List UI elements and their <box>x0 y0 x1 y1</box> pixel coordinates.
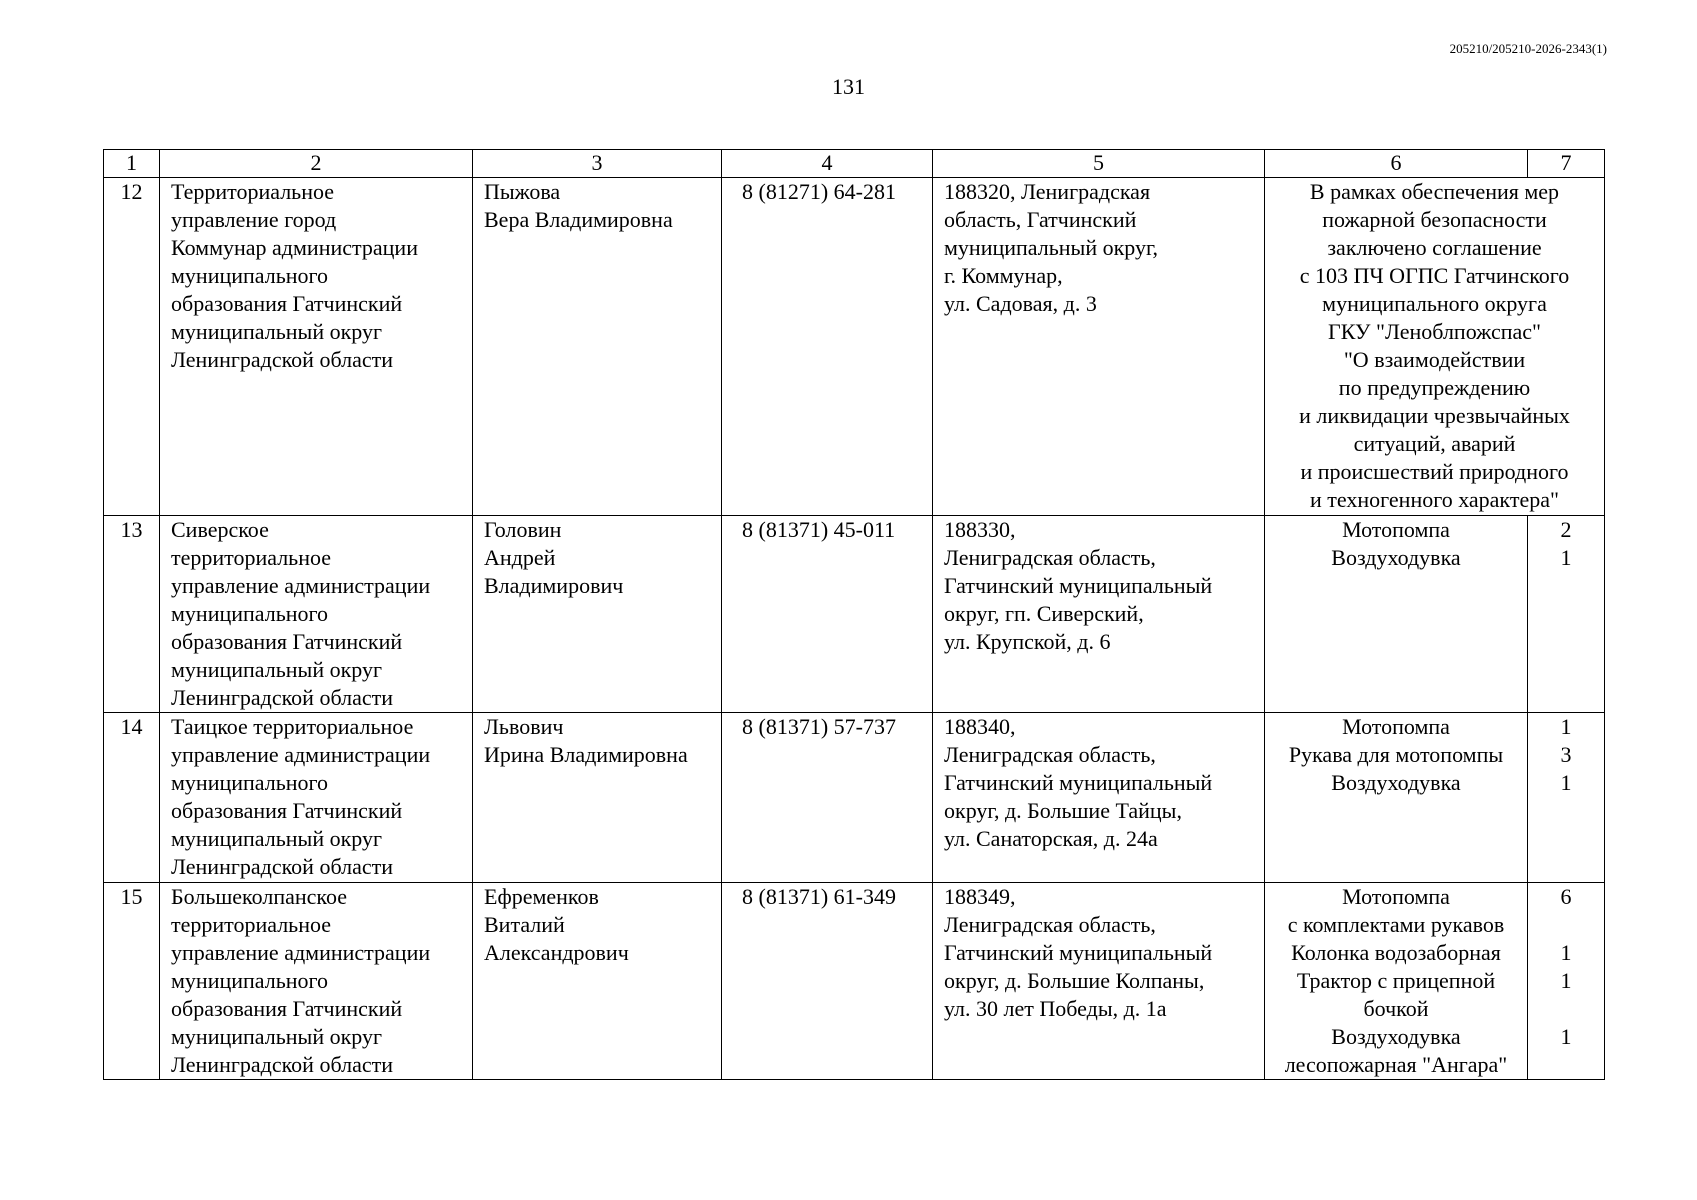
address-cell: 188330, Лениградская область, Гатчинский муниципальный округ, гп. Сиверский, ул. Крупской, д. 6 <box>933 516 1265 713</box>
row-number-cell: 15 <box>104 883 160 1080</box>
header-cell: 1 <box>104 150 160 178</box>
organization-cell: Территориальное управление город Коммунар администрации муниципального образования Гатчинский муниципальный округ Ленинградской области <box>160 178 473 516</box>
person-cell: Пыжова Вера Владимировна <box>473 178 722 516</box>
organization-cell: Таицкое территориальное управление администрации муниципального образования Гатчинский муниципальный округ Ленинградской области <box>160 713 473 883</box>
phone-cell: 8 (81371) 57-737 <box>722 713 933 883</box>
table-header-row <box>104 150 1605 178</box>
phone-cell: 8 (81371) 45-011 <box>722 516 933 713</box>
person-cell: Львович Ирина Владимировна <box>473 713 722 883</box>
organization-cell: Сиверское территориальное управление администрации муниципального образования Гатчинский муниципальный округ Ленинградской области <box>160 516 473 713</box>
table-row <box>104 178 1605 516</box>
quantity-cell: 1 3 1 <box>1528 713 1605 883</box>
header-cell: 5 <box>933 150 1265 178</box>
phone-cell: 8 (81271) 64-281 <box>722 178 933 516</box>
document-id: 205210/205210-2026-2343(1) <box>1449 41 1607 56</box>
quantity-cell: 2 1 <box>1528 516 1605 713</box>
table-row <box>104 713 1605 883</box>
equipment-cell: Мотопомпа Воздуходувка <box>1265 516 1528 713</box>
equipment-cell: В рамках обеспечения мер пожарной безопасности заключено соглашение с 103 ПЧ ОГПС Гатчинского муниципального округа ГКУ "Леноблпожспас" "О взаимодействии по предупреждению и ликвидации чрезвычайных ситуаций, аварий и происшествий природного и техногенного характера" <box>1265 178 1605 516</box>
header-cell: 2 <box>160 150 473 178</box>
address-cell: 188320, Лениградская область, Гатчинский муниципальный округ, г. Коммунар, ул. Садовая, д. 3 <box>933 178 1265 516</box>
table-row <box>104 883 1605 1080</box>
row-number-cell: 12 <box>104 178 160 516</box>
organization-cell: Большеколпанское территориальное управление администрации муниципального образования Гатчинский муниципальный округ Ленинградской области <box>160 883 473 1080</box>
row-number-cell: 14 <box>104 713 160 883</box>
row-number-cell: 13 <box>104 516 160 713</box>
person-cell: Головин Андрей Владимирович <box>473 516 722 713</box>
header-cell: 4 <box>722 150 933 178</box>
equipment-cell: Мотопомпа Рукава для мотопомпы Воздуходувка <box>1265 713 1528 883</box>
person-cell: Ефременков Виталий Александрович <box>473 883 722 1080</box>
header-cell: 6 <box>1265 150 1528 178</box>
phone-cell: 8 (81371) 61-349 <box>722 883 933 1080</box>
quantity-cell: 6 1 1 1 <box>1528 883 1605 1080</box>
equipment-cell: Мотопомпа с комплектами рукавов Колонка водозаборная Трактор с прицепной бочкой Воздуходувка лесопожарная "Ангара" <box>1265 883 1528 1080</box>
header-cell: 7 <box>1528 150 1605 178</box>
equipment-table <box>103 149 1605 1080</box>
address-cell: 188340, Лениградская область, Гатчинский муниципальный округ, д. Большие Тайцы, ул. Санаторская, д. 24а <box>933 713 1265 883</box>
header-cell: 3 <box>473 150 722 178</box>
table-row <box>104 516 1605 713</box>
address-cell: 188349, Лениградская область, Гатчинский муниципальный округ, д. Большие Колпаны, ул. 30 лет Победы, д. 1а <box>933 883 1265 1080</box>
page-number: 131 <box>832 74 865 99</box>
